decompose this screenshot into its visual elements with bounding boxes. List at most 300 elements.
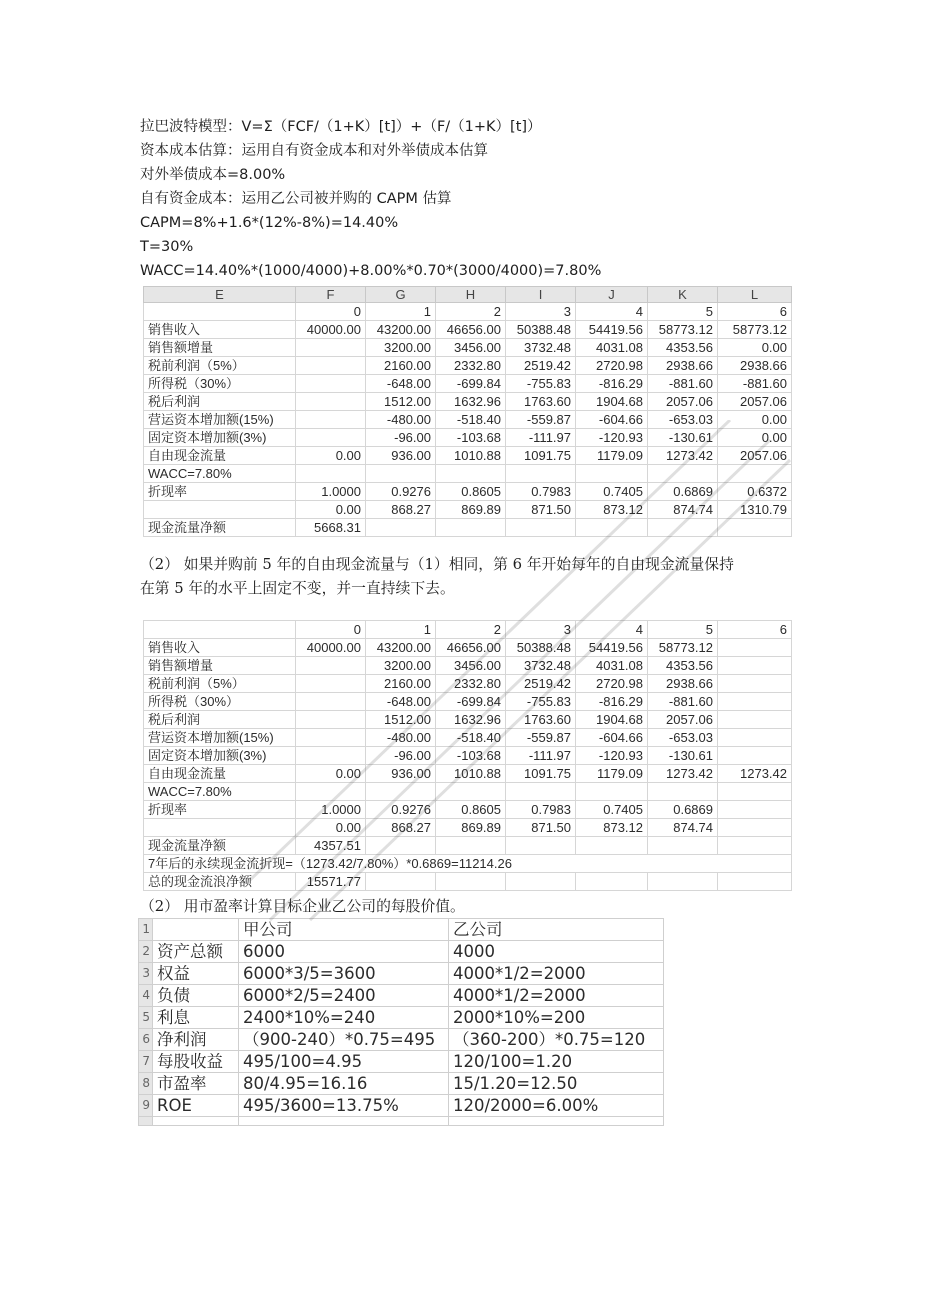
value-cell[interactable]: [296, 693, 366, 711]
value-cell[interactable]: 43200.00: [366, 639, 436, 657]
value-cell[interactable]: 4031.08: [576, 339, 648, 357]
value-cell[interactable]: 1512.00: [366, 711, 436, 729]
value-cell[interactable]: 936.00: [366, 447, 436, 465]
value-cell[interactable]: 4353.56: [648, 339, 718, 357]
total-value-cell[interactable]: 15571.77: [296, 873, 366, 891]
value-cell[interactable]: [718, 729, 792, 747]
value-cell[interactable]: 3456.00: [436, 339, 506, 357]
value-cell[interactable]: -648.00: [366, 375, 436, 393]
value-cell[interactable]: [576, 837, 648, 855]
row-number[interactable]: 2: [139, 941, 153, 963]
value-cell[interactable]: 1.0000: [296, 801, 366, 819]
table-row: [144, 411, 792, 429]
cell[interactable]: 6: [718, 303, 792, 321]
value-cell[interactable]: 0.8605: [436, 801, 506, 819]
company-a-cell[interactable]: 495/100=4.95: [239, 1051, 449, 1073]
row-number[interactable]: 6: [139, 1029, 153, 1051]
value-cell[interactable]: 2057.06: [718, 393, 792, 411]
value-cell[interactable]: -816.29: [576, 693, 648, 711]
value-cell[interactable]: [718, 675, 792, 693]
value-cell[interactable]: [718, 801, 792, 819]
intro-line-model: 拉巴波特模型：V=Σ（FCF/（1+K）[t]）+（F/（1+K）[t]）: [140, 119, 542, 135]
table-row: [144, 711, 792, 729]
value-cell[interactable]: 868.27: [366, 501, 436, 519]
value-cell[interactable]: 50388.48: [506, 321, 576, 339]
cell[interactable]: 2: [436, 621, 506, 639]
value-cell[interactable]: 40000.00: [296, 321, 366, 339]
value-cell[interactable]: 3732.48: [506, 657, 576, 675]
value-cell[interactable]: 4031.08: [576, 657, 648, 675]
value-cell[interactable]: 58773.12: [718, 321, 792, 339]
value-cell[interactable]: 0.8605: [436, 483, 506, 501]
value-cell[interactable]: 46656.00: [436, 639, 506, 657]
cell[interactable]: [718, 873, 792, 891]
value-cell[interactable]: [648, 783, 718, 801]
intro-line-debt-cost: 对外举债成本=8.00%: [140, 167, 286, 183]
value-cell[interactable]: [718, 519, 792, 537]
row-number[interactable]: 8: [139, 1073, 153, 1095]
cell[interactable]: [648, 873, 718, 891]
value-cell[interactable]: [296, 657, 366, 675]
value-cell[interactable]: [648, 519, 718, 537]
value-cell[interactable]: -816.29: [576, 375, 648, 393]
row-label-cell[interactable]: 所得税（30%）: [144, 375, 296, 393]
value-cell[interactable]: 874.74: [648, 501, 718, 519]
company-b-cell[interactable]: 120/2000=6.00%: [449, 1095, 664, 1117]
value-cell[interactable]: -96.00: [366, 429, 436, 447]
cell[interactable]: 5: [648, 303, 718, 321]
cell[interactable]: [506, 873, 576, 891]
company-header-row: [139, 919, 664, 941]
row-label-cell[interactable]: 现金流量净额: [144, 519, 296, 537]
value-cell[interactable]: 40000.00: [296, 639, 366, 657]
value-cell[interactable]: [718, 711, 792, 729]
value-cell[interactable]: [296, 393, 366, 411]
row-number[interactable]: [139, 1117, 153, 1126]
value-cell[interactable]: [296, 339, 366, 357]
value-cell[interactable]: -559.87: [506, 411, 576, 429]
value-cell[interactable]: -103.68: [436, 429, 506, 447]
value-cell[interactable]: 2057.06: [648, 393, 718, 411]
row-label-cell[interactable]: 市盈率: [153, 1073, 239, 1095]
value-cell[interactable]: 3200.00: [366, 339, 436, 357]
table-row: [144, 783, 792, 801]
value-cell[interactable]: -480.00: [366, 729, 436, 747]
value-cell[interactable]: [576, 519, 648, 537]
table-row: [144, 465, 792, 483]
value-cell[interactable]: 54419.56: [576, 321, 648, 339]
value-cell[interactable]: [296, 465, 366, 483]
value-cell[interactable]: [648, 837, 718, 855]
row-number[interactable]: 3: [139, 963, 153, 985]
row-label-cell[interactable]: WACC=7.80%: [144, 783, 296, 801]
value-cell[interactable]: 46656.00: [436, 321, 506, 339]
value-cell[interactable]: 1010.88: [436, 765, 506, 783]
value-cell[interactable]: -755.83: [506, 375, 576, 393]
value-cell[interactable]: [718, 639, 792, 657]
value-cell[interactable]: 0.7983: [506, 483, 576, 501]
table-row: [144, 393, 792, 411]
value-cell[interactable]: [718, 657, 792, 675]
cell[interactable]: [366, 873, 436, 891]
table-row: [139, 1051, 664, 1073]
value-cell[interactable]: 1632.96: [436, 711, 506, 729]
value-cell[interactable]: [576, 783, 648, 801]
value-cell[interactable]: 3732.48: [506, 339, 576, 357]
col-header-l[interactable]: L: [718, 287, 792, 303]
table-row: [144, 801, 792, 819]
value-cell[interactable]: [718, 783, 792, 801]
value-cell[interactable]: 0.00: [296, 447, 366, 465]
company-a-header[interactable]: 甲公司: [239, 919, 449, 941]
company-b-header[interactable]: 乙公司: [449, 919, 664, 941]
row-number[interactable]: 7: [139, 1051, 153, 1073]
company-b-cell[interactable]: 4000*1/2=2000: [449, 985, 664, 1007]
value-cell[interactable]: 2519.42: [506, 357, 576, 375]
value-cell[interactable]: 874.74: [648, 819, 718, 837]
col-header-e[interactable]: E: [144, 287, 296, 303]
row-label-cell[interactable]: 所得税（30%）: [144, 693, 296, 711]
value-cell[interactable]: 2938.66: [718, 357, 792, 375]
cell[interactable]: 0: [296, 621, 366, 639]
company-a-cell[interactable]: 6000*2/5=2400: [239, 985, 449, 1007]
value-cell[interactable]: 0.00: [718, 339, 792, 357]
row-number[interactable]: 5: [139, 1007, 153, 1029]
value-cell[interactable]: 1273.42: [718, 765, 792, 783]
cell[interactable]: [436, 873, 506, 891]
cell[interactable]: 1: [366, 303, 436, 321]
row-label-cell[interactable]: [144, 501, 296, 519]
row-label-cell[interactable]: 销售额增量: [144, 657, 296, 675]
value-cell[interactable]: [718, 747, 792, 765]
table-row: [144, 747, 792, 765]
cell[interactable]: [153, 1117, 239, 1126]
value-cell[interactable]: 873.12: [576, 819, 648, 837]
row-label-cell[interactable]: 税前利润（5%）: [144, 675, 296, 693]
intro-line-wacc: WACC=14.40%*(1000/4000)+8.00%*0.70*(3000/4000)=7.80%: [140, 263, 602, 279]
value-cell[interactable]: 936.00: [366, 765, 436, 783]
value-cell[interactable]: [576, 465, 648, 483]
cell[interactable]: 1: [366, 621, 436, 639]
value-cell[interactable]: 2938.66: [648, 357, 718, 375]
year-row: [144, 621, 792, 639]
cell[interactable]: [449, 1117, 664, 1126]
value-cell[interactable]: -699.84: [436, 375, 506, 393]
value-cell[interactable]: -111.97: [506, 429, 576, 447]
cell[interactable]: 3: [506, 303, 576, 321]
value-cell[interactable]: -96.00: [366, 747, 436, 765]
year-row: [144, 303, 792, 321]
value-cell[interactable]: 1273.42: [648, 765, 718, 783]
row-label-cell[interactable]: 销售收入: [144, 639, 296, 657]
table-row: [144, 429, 792, 447]
value-cell[interactable]: 2057.06: [648, 711, 718, 729]
value-cell[interactable]: -604.66: [576, 729, 648, 747]
value-cell[interactable]: 1632.96: [436, 393, 506, 411]
value-cell[interactable]: -604.66: [576, 411, 648, 429]
value-cell[interactable]: 0.6869: [648, 483, 718, 501]
value-cell[interactable]: [506, 837, 576, 855]
company-b-cell[interactable]: 15/1.20=12.50: [449, 1073, 664, 1095]
row-label-cell[interactable]: 自由现金流量: [144, 447, 296, 465]
value-cell[interactable]: 1512.00: [366, 393, 436, 411]
value-cell[interactable]: 0.6372: [718, 483, 792, 501]
value-cell[interactable]: 873.12: [576, 501, 648, 519]
value-cell[interactable]: 2160.00: [366, 357, 436, 375]
value-cell[interactable]: [436, 783, 506, 801]
row-label-cell[interactable]: 税前利润（5%）: [144, 357, 296, 375]
table-row: [144, 483, 792, 501]
row-label-cell[interactable]: 营运资本增加额(15%): [144, 729, 296, 747]
value-cell[interactable]: [506, 519, 576, 537]
row-label-cell[interactable]: 负债: [153, 985, 239, 1007]
row-label-cell[interactable]: ROE: [153, 1095, 239, 1117]
value-cell[interactable]: -755.83: [506, 693, 576, 711]
value-cell[interactable]: [366, 519, 436, 537]
cell[interactable]: 4: [576, 621, 648, 639]
value-cell[interactable]: 2160.00: [366, 675, 436, 693]
value-cell[interactable]: -130.61: [648, 747, 718, 765]
value-cell[interactable]: [718, 465, 792, 483]
col-header-j[interactable]: J: [576, 287, 648, 303]
table-row: [144, 837, 792, 855]
value-cell[interactable]: -130.61: [648, 429, 718, 447]
value-cell[interactable]: 871.50: [506, 501, 576, 519]
value-cell[interactable]: [718, 693, 792, 711]
row-label-cell[interactable]: [144, 819, 296, 837]
cell[interactable]: 5: [648, 621, 718, 639]
value-cell[interactable]: [506, 783, 576, 801]
value-cell[interactable]: [296, 711, 366, 729]
value-cell[interactable]: 1273.42: [648, 447, 718, 465]
value-cell[interactable]: [366, 783, 436, 801]
value-cell[interactable]: -480.00: [366, 411, 436, 429]
row-label-cell[interactable]: 营运资本增加额(15%): [144, 411, 296, 429]
row-label-cell[interactable]: 现金流量净额: [144, 837, 296, 855]
value-cell[interactable]: 0.00: [296, 501, 366, 519]
company-a-cell[interactable]: 6000: [239, 941, 449, 963]
value-cell[interactable]: 1763.60: [506, 393, 576, 411]
value-cell[interactable]: 871.50: [506, 819, 576, 837]
cell[interactable]: 3: [506, 621, 576, 639]
row-label-cell[interactable]: 固定资本增加额(3%): [144, 429, 296, 447]
pe-ratio-table: [138, 918, 664, 1126]
value-cell[interactable]: 0.9276: [366, 801, 436, 819]
question-2-line-2: 在第 5 年的水平上固定不变，并一直持续下去。: [140, 580, 455, 597]
value-cell[interactable]: 58773.12: [648, 639, 718, 657]
value-cell[interactable]: 2332.80: [436, 357, 506, 375]
value-cell[interactable]: 1904.68: [576, 711, 648, 729]
value-cell[interactable]: -120.93: [576, 747, 648, 765]
value-cell[interactable]: 869.89: [436, 819, 506, 837]
value-cell[interactable]: 1179.09: [576, 447, 648, 465]
row-label-cell[interactable]: 权益: [153, 963, 239, 985]
col-header-f[interactable]: F: [296, 287, 366, 303]
table-row: [139, 941, 664, 963]
value-cell[interactable]: -881.60: [718, 375, 792, 393]
value-cell[interactable]: 2720.98: [576, 357, 648, 375]
company-b-cell[interactable]: （360-200）*0.75=120: [449, 1029, 664, 1051]
row-label-cell[interactable]: 销售收入: [144, 321, 296, 339]
row-label-cell[interactable]: 自由现金流量: [144, 765, 296, 783]
value-cell[interactable]: 1.0000: [296, 483, 366, 501]
value-cell[interactable]: -699.84: [436, 693, 506, 711]
intro-line-equity-cost: 自有资金成本：运用乙公司被并购的 CAPM 估算: [140, 191, 452, 207]
row-label-cell[interactable]: WACC=7.80%: [144, 465, 296, 483]
col-header-i[interactable]: I: [506, 287, 576, 303]
value-cell[interactable]: [296, 429, 366, 447]
value-cell[interactable]: [506, 465, 576, 483]
value-cell[interactable]: 2938.66: [648, 675, 718, 693]
value-cell[interactable]: 1310.79: [718, 501, 792, 519]
value-cell[interactable]: 0.00: [296, 765, 366, 783]
intro-line-capm: CAPM=8%+1.6*(12%-8%)=14.40%: [140, 215, 399, 231]
row-label-cell[interactable]: 固定资本增加额(3%): [144, 747, 296, 765]
table-row: [144, 765, 792, 783]
intro-line-tax: T=30%: [140, 239, 194, 255]
value-cell[interactable]: 54419.56: [576, 639, 648, 657]
value-cell[interactable]: 0.00: [718, 429, 792, 447]
cell[interactable]: 6: [718, 621, 792, 639]
value-cell[interactable]: [296, 675, 366, 693]
company-a-cell[interactable]: （900-240）*0.75=495: [239, 1029, 449, 1051]
cell[interactable]: [576, 873, 648, 891]
total-label-cell[interactable]: 总的现金流浪净额: [144, 873, 296, 891]
value-cell[interactable]: [718, 819, 792, 837]
table-row: [144, 675, 792, 693]
value-cell[interactable]: [436, 465, 506, 483]
value-cell[interactable]: 58773.12: [648, 321, 718, 339]
row-label-cell[interactable]: 每股收益: [153, 1051, 239, 1073]
value-cell[interactable]: 1010.88: [436, 447, 506, 465]
value-cell[interactable]: [296, 375, 366, 393]
table-row: [139, 985, 664, 1007]
company-b-cell[interactable]: 4000*1/2=2000: [449, 963, 664, 985]
row-label-cell[interactable]: 资产总额: [153, 941, 239, 963]
row-number[interactable]: 4: [139, 985, 153, 1007]
value-cell[interactable]: 0.7983: [506, 801, 576, 819]
company-a-cell[interactable]: 495/3600=13.75%: [239, 1095, 449, 1117]
table-row: [144, 729, 792, 747]
cell[interactable]: [239, 1117, 449, 1126]
row-label-cell[interactable]: 折现率: [144, 483, 296, 501]
value-cell[interactable]: 869.89: [436, 501, 506, 519]
row-number[interactable]: 9: [139, 1095, 153, 1117]
value-cell[interactable]: -111.97: [506, 747, 576, 765]
value-cell[interactable]: -120.93: [576, 429, 648, 447]
value-cell[interactable]: 0.00: [296, 819, 366, 837]
value-cell[interactable]: 4357.51: [296, 837, 366, 855]
row-number[interactable]: 1: [139, 919, 153, 941]
cell[interactable]: [153, 919, 239, 941]
perpetuity-formula-cell[interactable]: 7年后的永续现金流折现=（1273.42/7.80%）*0.6869=11214.26: [144, 855, 792, 873]
value-cell[interactable]: 0.00: [718, 411, 792, 429]
company-b-cell[interactable]: 2000*10%=200: [449, 1007, 664, 1029]
value-cell[interactable]: 1763.60: [506, 711, 576, 729]
value-cell[interactable]: 868.27: [366, 819, 436, 837]
value-cell[interactable]: [648, 465, 718, 483]
value-cell[interactable]: 4353.56: [648, 657, 718, 675]
row-label-cell[interactable]: 销售额增量: [144, 339, 296, 357]
cell[interactable]: 2: [436, 303, 506, 321]
value-cell[interactable]: -559.87: [506, 729, 576, 747]
col-header-k[interactable]: K: [648, 287, 718, 303]
value-cell[interactable]: [718, 837, 792, 855]
value-cell[interactable]: 2519.42: [506, 675, 576, 693]
cell[interactable]: 0: [296, 303, 366, 321]
value-cell[interactable]: 50388.48: [506, 639, 576, 657]
value-cell[interactable]: [296, 357, 366, 375]
value-cell[interactable]: 5668.31: [296, 519, 366, 537]
value-cell[interactable]: 3456.00: [436, 657, 506, 675]
value-cell[interactable]: 0.7405: [576, 483, 648, 501]
intro-line-capital-cost: 资本成本估算：运用自有资金成本和对外举债成本估算: [140, 143, 488, 159]
value-cell[interactable]: 3200.00: [366, 657, 436, 675]
row-label-cell[interactable]: 税后利润: [144, 711, 296, 729]
row-label-cell[interactable]: 折现率: [144, 801, 296, 819]
value-cell[interactable]: -653.03: [648, 729, 718, 747]
value-cell[interactable]: 1091.75: [506, 765, 576, 783]
company-b-cell[interactable]: 4000: [449, 941, 664, 963]
value-cell[interactable]: -653.03: [648, 411, 718, 429]
value-cell[interactable]: 1904.68: [576, 393, 648, 411]
company-a-cell[interactable]: 80/4.95=16.16: [239, 1073, 449, 1095]
table-row: [144, 447, 792, 465]
value-cell[interactable]: [366, 465, 436, 483]
value-cell[interactable]: -648.00: [366, 693, 436, 711]
value-cell[interactable]: 2720.98: [576, 675, 648, 693]
fcf-table-scenario-2: [143, 620, 792, 891]
value-cell[interactable]: 2332.80: [436, 675, 506, 693]
value-cell[interactable]: [366, 837, 436, 855]
value-cell[interactable]: 43200.00: [366, 321, 436, 339]
value-cell[interactable]: [296, 783, 366, 801]
value-cell[interactable]: -103.68: [436, 747, 506, 765]
value-cell[interactable]: -518.40: [436, 411, 506, 429]
table-row: [139, 963, 664, 985]
value-cell[interactable]: 0.9276: [366, 483, 436, 501]
value-cell[interactable]: [296, 747, 366, 765]
value-cell[interactable]: [296, 729, 366, 747]
cell[interactable]: [144, 303, 296, 321]
value-cell[interactable]: [296, 411, 366, 429]
value-cell[interactable]: [436, 837, 506, 855]
company-b-cell[interactable]: 120/100=1.20: [449, 1051, 664, 1073]
value-cell[interactable]: -518.40: [436, 729, 506, 747]
value-cell[interactable]: -881.60: [648, 375, 718, 393]
cell[interactable]: [144, 621, 296, 639]
company-a-cell[interactable]: 2400*10%=240: [239, 1007, 449, 1029]
company-a-cell[interactable]: 6000*3/5=3600: [239, 963, 449, 985]
value-cell[interactable]: 1091.75: [506, 447, 576, 465]
col-header-h[interactable]: H: [436, 287, 506, 303]
table-row: [139, 1007, 664, 1029]
value-cell[interactable]: 0.7405: [576, 801, 648, 819]
row-label-cell[interactable]: 利息: [153, 1007, 239, 1029]
value-cell[interactable]: [436, 519, 506, 537]
column-letter-header: [144, 287, 792, 303]
empty-row: [139, 1117, 664, 1126]
row-label-cell[interactable]: 净利润: [153, 1029, 239, 1051]
row-label-cell[interactable]: 税后利润: [144, 393, 296, 411]
table-row: [139, 1029, 664, 1051]
value-cell[interactable]: 2057.06: [718, 447, 792, 465]
value-cell[interactable]: -881.60: [648, 693, 718, 711]
value-cell[interactable]: 1179.09: [576, 765, 648, 783]
value-cell[interactable]: 0.6869: [648, 801, 718, 819]
cell[interactable]: 4: [576, 303, 648, 321]
col-header-g[interactable]: G: [366, 287, 436, 303]
